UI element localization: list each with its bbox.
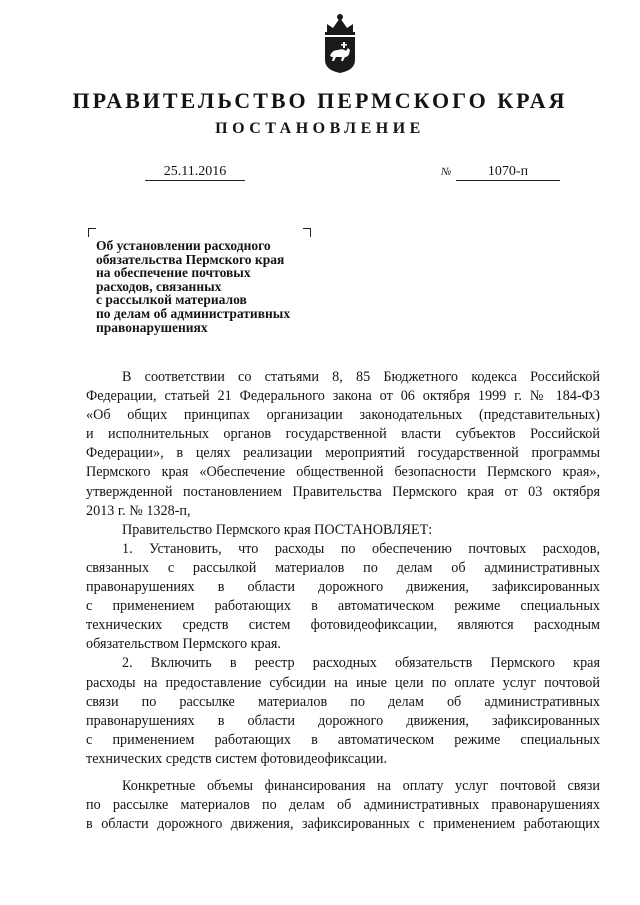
body-line: с применением работающих в автоматическом режиме специальных xyxy=(86,598,600,615)
body-line: по рассылке материалов по делам об административных правонарушениях xyxy=(86,797,600,814)
body-line: связанных с рассылкой материалов по делам об административных xyxy=(86,559,600,576)
body-line: Конкретные объемы финансирования на оплату услуг почтовой связи xyxy=(122,777,600,794)
body-line: В соответствии со статьями 8, 85 Бюджетного кодекса Российской xyxy=(122,369,600,385)
body-line: 2013 г. № 1328-п, xyxy=(86,502,191,519)
body-line: в области дорожного движения, зафиксированных с применением работающих xyxy=(86,816,600,833)
subject-line: Об установлении расходного xyxy=(96,238,271,253)
body-line: правонарушениях в области дорожного движения, зафиксированных xyxy=(86,579,600,596)
body-line: технических средств систем фотовидеофиксации, являются расходным xyxy=(86,617,600,634)
body-line: Федерации, статьей 21 Федерального закона от 06 октября 1999 г. № 184-ФЗ xyxy=(86,388,600,405)
subject-corner-right xyxy=(303,228,311,237)
body-line: обязательством Пермского края. xyxy=(86,636,281,653)
subject-line: по делам об административных xyxy=(96,305,291,321)
subject-line: расходов, связанных xyxy=(96,278,222,294)
document-number: 1070-п xyxy=(456,163,560,181)
body-line: технических средств систем фотовидеофиксации. xyxy=(86,750,387,767)
body-line: расходы на предоставление субсидии на иные цели по оплате услуг почтовой xyxy=(86,674,600,691)
body-line: 2. Включить в реестр расходных обязательств Пермского края xyxy=(122,655,600,672)
document-date: 25.11.2016 xyxy=(145,163,245,181)
number-sign: № xyxy=(441,166,452,178)
document-subject xyxy=(96,239,336,334)
body-line: Пермского края «Обеспечение общественной безопасности Пермского края», xyxy=(86,464,600,481)
body-line: утвержденной постановлением Правительства Пермского края от 03 октября xyxy=(86,483,600,500)
subject-line: с рассылкой материалов xyxy=(96,292,247,308)
body-line: правонарушениях в области дорожного движения, зафиксированных xyxy=(86,712,600,729)
subject-line: правонарушениях xyxy=(96,319,208,335)
body-line: «Об общих принципах организации законодательных (представительных) xyxy=(86,407,600,424)
body-line: и исполнительных органов государственной власти субъектов Российской xyxy=(86,426,600,443)
body-line: Федерации», в целях реализации мероприятий государственной программы xyxy=(86,445,600,462)
body-line: с применением работающих в автоматическом режиме специальных xyxy=(86,731,600,748)
document-body xyxy=(86,368,600,834)
government-title: ПРАВИТЕЛЬСТВО ПЕРМСКОГО КРАЯ xyxy=(72,88,568,113)
perm-krai-emblem-icon xyxy=(319,10,361,74)
body-line: 1. Установить, что расходы по обеспечению почтовых расходов, xyxy=(122,540,600,557)
subject-corner-left xyxy=(88,228,96,237)
subject-line: на обеспечение почтовых xyxy=(96,265,251,281)
body-line: связи по рассылке материалов по делам об административных xyxy=(86,693,600,710)
document-type-title: ПОСТАНОВЛЕНИЕ xyxy=(215,120,425,137)
body-line: Правительство Пермского края ПОСТАНОВЛЯЕТ: xyxy=(122,521,433,538)
subject-line: обязательства Пермского края xyxy=(96,251,285,267)
